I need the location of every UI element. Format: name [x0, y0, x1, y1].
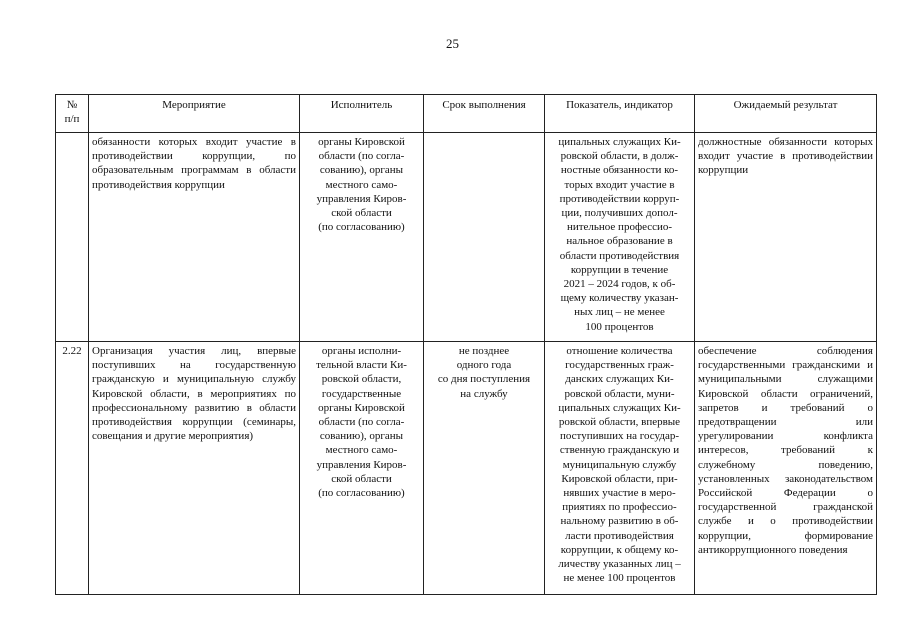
cell-result: должностные обязанности которых входит участие в противодействии коррупции — [695, 133, 877, 342]
cell-event: Организация участия лиц, впервые поступивших на государственную гражданскую и муниципальную службу Кировской области, в мероприятиях по профессиональному развитию в области противодействия коррупции (семинары, совещания и другие мероприятия) — [89, 342, 300, 595]
header-event: Мероприятие — [89, 95, 300, 133]
table-header-row — [56, 95, 877, 133]
header-result: Ожидаемый результат — [695, 95, 877, 133]
cell-num: 2.22 — [56, 342, 89, 595]
cell-num — [56, 133, 89, 342]
measures-table — [55, 94, 877, 595]
cell-indicator: ципальных служащих Ки- ровской области, в долж- ностные обязанности ко- торых входит участие в противодействии корруп- ции, получивших допол- нительное профессио- нальное образование в области противодействия коррупции в течение 2021 – 2024 годов, к об- щему количеству указан- ных лиц – не менее 100 процентов — [545, 133, 695, 342]
cell-indicator: отношение количества государственных граж- данских служащих Ки- ровской области, муни- ципальных служащих Ки- ровской области, впервые поступивших на государ- ственную гражданскую и муниципальную службу Кировской области, при- нявших участие в меро- приятиях по профессио- нальному развитию в об- ласти противодействия коррупции, к общему ко- личеству указанных лиц – не менее 100 процентов — [545, 342, 695, 595]
table-row — [56, 342, 877, 595]
page-number: 25 — [446, 36, 459, 51]
cell-deadline: не позднее одного года со дня поступления на службу — [424, 342, 545, 595]
header-num: № п/п — [56, 95, 89, 133]
cell-executor: органы Кировской области (по согла- сованию), органы местного само- управления Киров- ской области (по согласованию) — [300, 133, 424, 342]
table-row — [56, 133, 877, 342]
header-deadline: Срок выполнения — [424, 95, 545, 133]
cell-deadline — [424, 133, 545, 342]
header-indicator: Показатель, индикатор — [545, 95, 695, 133]
cell-executor: органы исполни- тельной власти Ки- ровской области, государственные органы Кировской области (по согла- сованию), органы местного само- управления Киров- ской области (по согласованию) — [300, 342, 424, 595]
cell-result: обеспечение соблюдения государственными гражданскими и муниципальными служащими Кировской области ограничений, запретов и требований о предотвращении или урегулировании конфликта интересов, требований к служебному поведению, установленных законодательством Российской Федерации о государственной гражданской службе и о противодействии коррупции, формирование антикоррупционного поведения — [695, 342, 877, 595]
header-executor: Исполнитель — [300, 95, 424, 133]
cell-event: обязанности которых входит участие в противодействии коррупции, по образовательным программам в области противодействия коррупции — [89, 133, 300, 342]
